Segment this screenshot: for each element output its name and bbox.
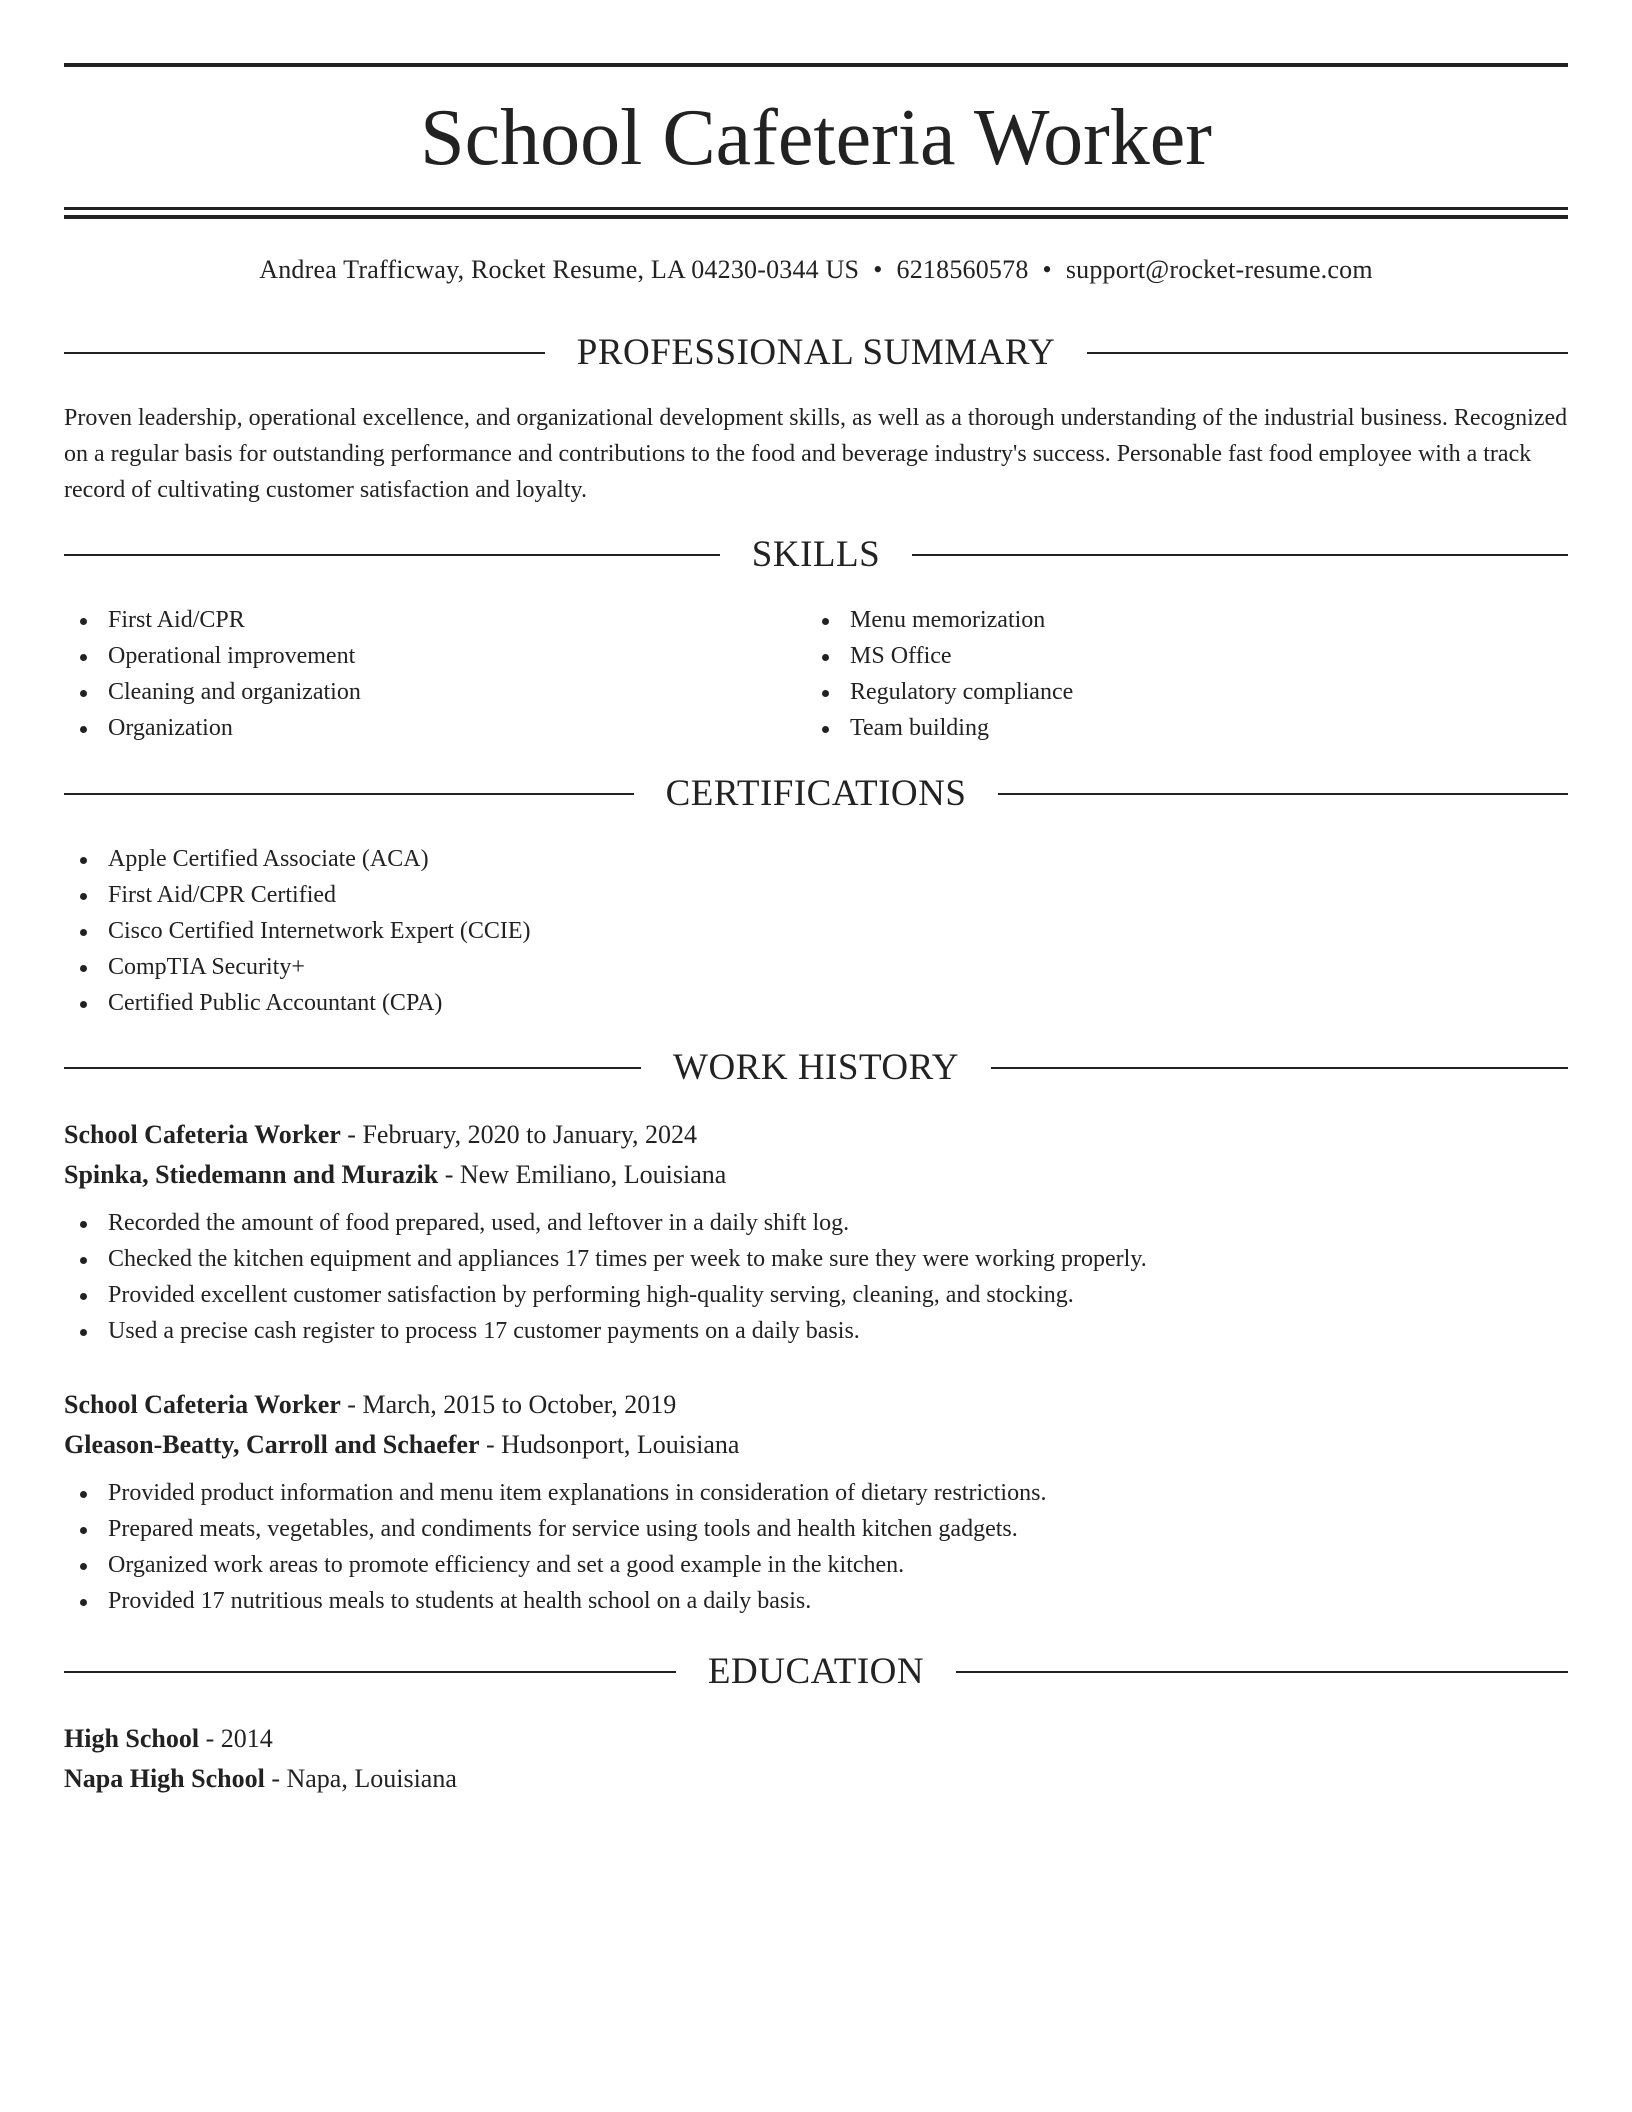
certification-item: CompTIA Security+ <box>64 949 1568 985</box>
certifications-list <box>64 841 1568 1021</box>
job-duty: Provided 17 nutritious meals to students at health school on a daily basis. <box>64 1583 1568 1619</box>
education-school-line <box>64 1759 1568 1799</box>
certification-item: Certified Public Accountant (CPA) <box>64 985 1568 1021</box>
contact-email[interactable]: support@rocket-resume.com <box>1065 255 1373 284</box>
education-degree-line <box>64 1719 1568 1759</box>
skill-item: Menu memorization <box>806 602 1548 638</box>
job-title-line <box>64 1385 1568 1425</box>
job-duties-list <box>64 1475 1568 1619</box>
job-company: Gleason-Beatty, Carroll and Schaefer <box>64 1430 480 1459</box>
heading-rule <box>991 1067 1568 1069</box>
certification-item: Apple Certified Associate (ACA) <box>64 841 1568 877</box>
skill-item: Cleaning and organization <box>64 674 806 710</box>
heading-rule <box>64 793 634 795</box>
education-location: - Napa, Louisiana <box>264 1764 457 1793</box>
certifications-heading <box>64 774 1568 814</box>
education-entry <box>64 1719 1568 1799</box>
job-company: Spinka, Stiedemann and Murazik <box>64 1160 439 1189</box>
job-entry <box>64 1385 1568 1619</box>
heading-rule <box>64 554 720 556</box>
job-duty: Prepared meats, vegetables, and condiments for service using tools and health kitchen gadgets. <box>64 1511 1568 1547</box>
contact-separator: • <box>873 255 883 284</box>
work-history-heading <box>64 1048 1568 1088</box>
top-rule <box>64 63 1568 67</box>
job-dates: - February, 2020 to January, 2024 <box>340 1120 698 1149</box>
job-duties-list <box>64 1205 1568 1349</box>
title-double-rule <box>64 207 1568 218</box>
skills-list <box>64 602 1568 746</box>
summary-heading <box>64 333 1568 373</box>
job-duty: Organized work areas to promote efficiency and set a good example in the kitchen. <box>64 1547 1568 1583</box>
job-title-line <box>64 1115 1568 1155</box>
job-company-line <box>64 1425 1568 1465</box>
skills-heading-label: SKILLS <box>751 534 881 575</box>
certification-item: First Aid/CPR Certified <box>64 877 1568 913</box>
job-entry <box>64 1115 1568 1349</box>
skills-heading <box>64 535 1568 575</box>
skill-item: Operational improvement <box>64 638 806 674</box>
summary-heading-label: PROFESSIONAL SUMMARY <box>576 332 1056 373</box>
job-dates: - March, 2015 to October, 2019 <box>340 1390 677 1419</box>
skill-item: Team building <box>806 710 1548 746</box>
contact-phone: 6218560578 <box>896 255 1029 284</box>
certification-item: Cisco Certified Internetwork Expert (CCIE) <box>64 913 1568 949</box>
skill-item: Regulatory compliance <box>806 674 1548 710</box>
contact-address: Andrea Trafficway, Rocket Resume, LA 04230-0344 US <box>259 255 860 284</box>
contact-line <box>64 252 1568 288</box>
education-school: Napa High School <box>64 1764 265 1793</box>
skill-item: First Aid/CPR <box>64 602 806 638</box>
heading-rule <box>912 554 1568 556</box>
job-location: - New Emiliano, Louisiana <box>438 1160 727 1189</box>
job-duty: Checked the kitchen equipment and appliances 17 times per week to make sure they were working properly. <box>64 1241 1568 1277</box>
job-title: School Cafeteria Worker <box>64 1390 341 1419</box>
job-duty: Provided excellent customer satisfaction by performing high-quality serving, cleaning, and stocking. <box>64 1277 1568 1313</box>
heading-rule <box>64 352 545 354</box>
certifications-heading-label: CERTIFICATIONS <box>665 773 967 814</box>
heading-rule <box>64 1671 676 1673</box>
job-company-line <box>64 1155 1568 1195</box>
heading-rule <box>64 1067 641 1069</box>
work-history-heading-label: WORK HISTORY <box>673 1047 959 1088</box>
job-duty: Used a precise cash register to process 17 customer payments on a daily basis. <box>64 1313 1568 1349</box>
education-year: - 2014 <box>199 1724 273 1753</box>
heading-rule <box>956 1671 1568 1673</box>
job-location: - Hudsonport, Louisiana <box>479 1430 740 1459</box>
job-duty: Recorded the amount of food prepared, used, and leftover in a daily shift log. <box>64 1205 1568 1241</box>
heading-rule <box>998 793 1568 795</box>
contact-separator: • <box>1042 255 1052 284</box>
skill-item: Organization <box>64 710 806 746</box>
skills-column-right <box>806 602 1548 746</box>
heading-rule <box>1087 352 1568 354</box>
job-duty: Provided product information and menu item explanations in consideration of dietary restrictions. <box>64 1475 1568 1511</box>
education-heading <box>64 1652 1568 1692</box>
resume-title: School Cafeteria Worker <box>420 94 1212 182</box>
education-degree: High School <box>64 1724 200 1753</box>
summary-text: Proven leadership, operational excellence, and organizational development skills, as well as a thorough understanding of the industrial business. Recognized on a regular basis for outstanding performance and contributions to the food and beverage industry's success. Personable fast food employee with a track record of cultivating customer satisfaction and loyalty. <box>64 405 1568 503</box>
education-heading-label: EDUCATION <box>707 1651 925 1692</box>
job-title: School Cafeteria Worker <box>64 1120 341 1149</box>
skills-column-left <box>64 602 806 746</box>
skill-item: MS Office <box>806 638 1548 674</box>
